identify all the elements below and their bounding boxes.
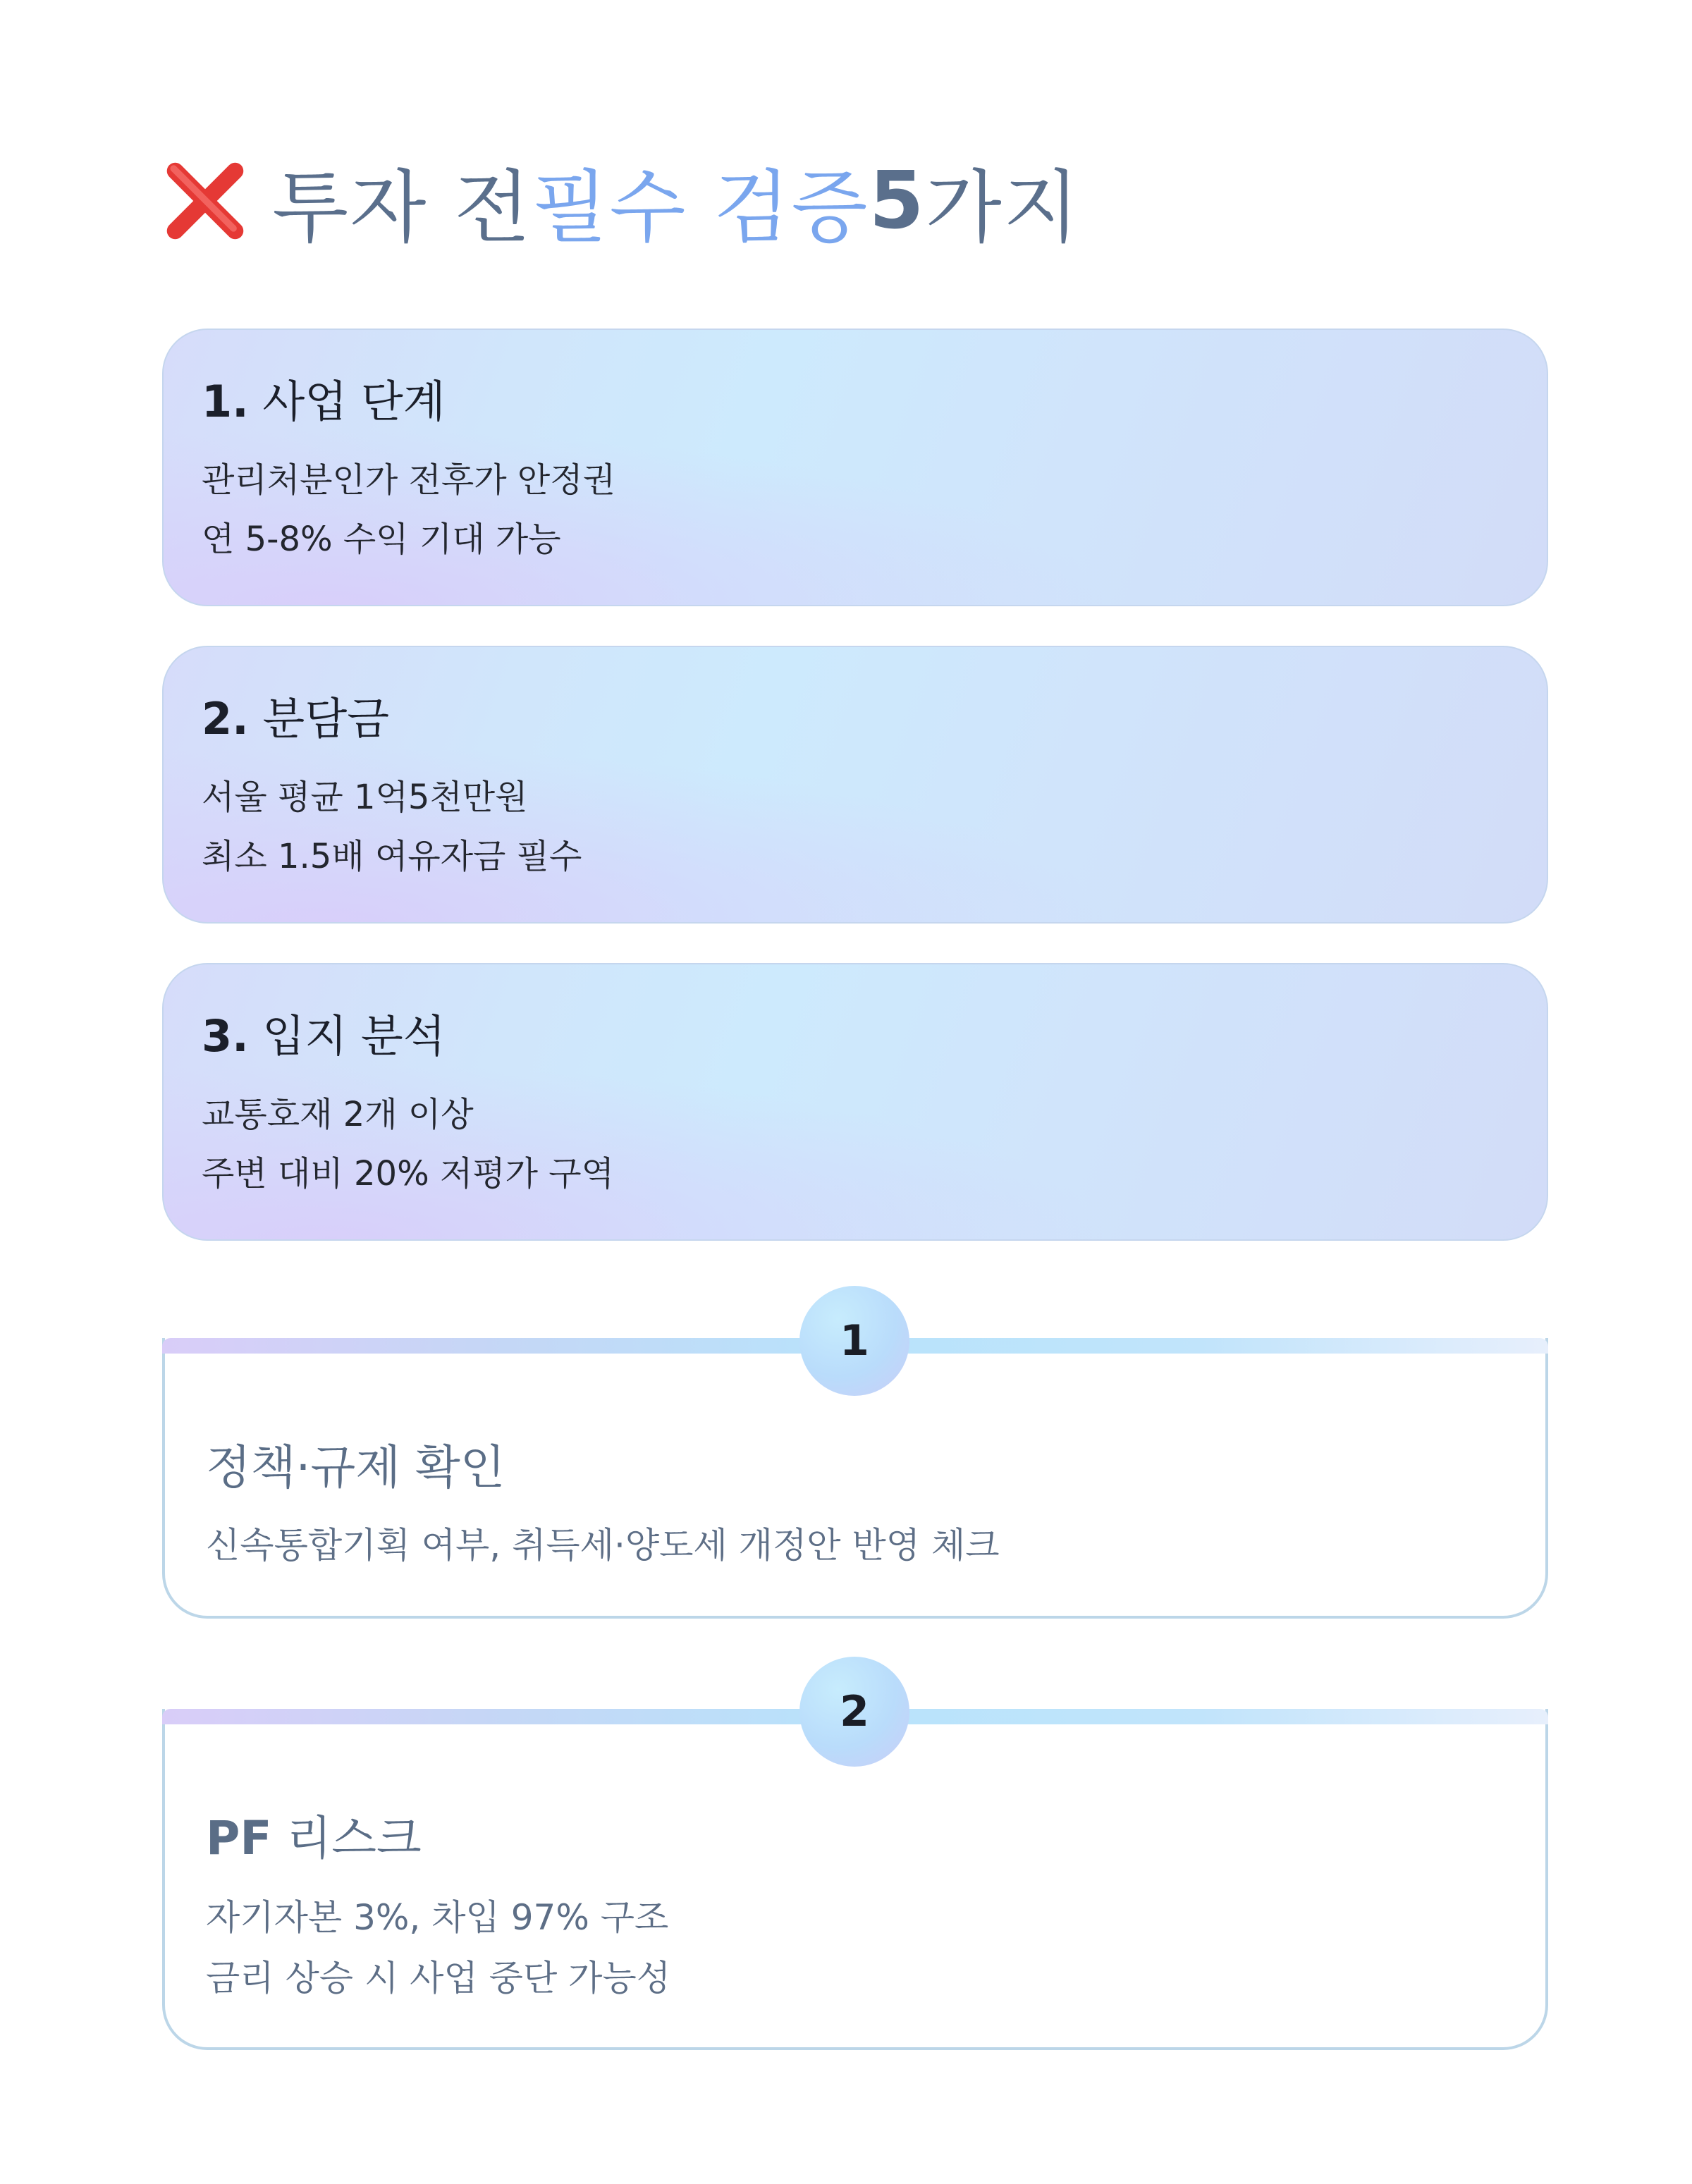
card-line: 서울 평균 1억5천만원: [202, 778, 528, 817]
title-text: 투자 전: [272, 161, 532, 254]
card-line: 교통호재 2개 이상: [202, 1095, 474, 1134]
page-title: [164, 148, 1081, 254]
card-heading: 분담금: [262, 693, 390, 744]
card-line: 연 5-8% 수익 기대 가능: [202, 520, 561, 559]
checklist-card-contribution: [162, 646, 1548, 924]
card-line: 최소 1.5배 여유자금 필수: [202, 837, 582, 876]
card-number: 3.: [202, 1010, 249, 1062]
step-badge: 2: [799, 1657, 909, 1767]
checklist-card-business-stage: [162, 329, 1548, 606]
title-highlight: 필수 검증: [532, 161, 869, 254]
cross-mark-icon: [164, 159, 247, 243]
card-line: 주변 대비 20% 저평가 구역: [202, 1154, 615, 1194]
step-line: 금리 상승 시 사업 중단 가능성: [206, 1958, 671, 1999]
step-title-text: 리스크: [271, 1811, 422, 1865]
step-title-text: 정책·규제 확인: [206, 1440, 505, 1495]
step-line: 자기자본 3%, 차입 97% 구조: [206, 1897, 669, 1938]
step-line: 신속통합기획 여부, 취득세·양도세 개정안 반영 체크: [206, 1525, 1000, 1566]
step-title-bold: PF: [206, 1811, 272, 1865]
card-title: [202, 367, 446, 429]
card-title: [202, 1001, 446, 1064]
step-title: [206, 1430, 505, 1497]
step-card-pf-risk: [162, 1687, 1548, 2050]
step-badge: 1: [799, 1286, 909, 1396]
card-number: 2.: [202, 693, 249, 744]
card-number: 1.: [202, 376, 249, 427]
card-heading: 사업 단계: [262, 376, 446, 427]
checklist-card-location: [162, 963, 1548, 1241]
step-card-policy: [162, 1316, 1548, 1619]
title-suffix: 가지: [925, 161, 1081, 254]
card-line: 관리처분인가 전후가 안정권: [202, 460, 615, 500]
step-title: [206, 1800, 422, 1867]
title-number: 5: [869, 155, 926, 247]
card-title: [202, 684, 389, 747]
card-heading: 입지 분석: [262, 1010, 446, 1062]
